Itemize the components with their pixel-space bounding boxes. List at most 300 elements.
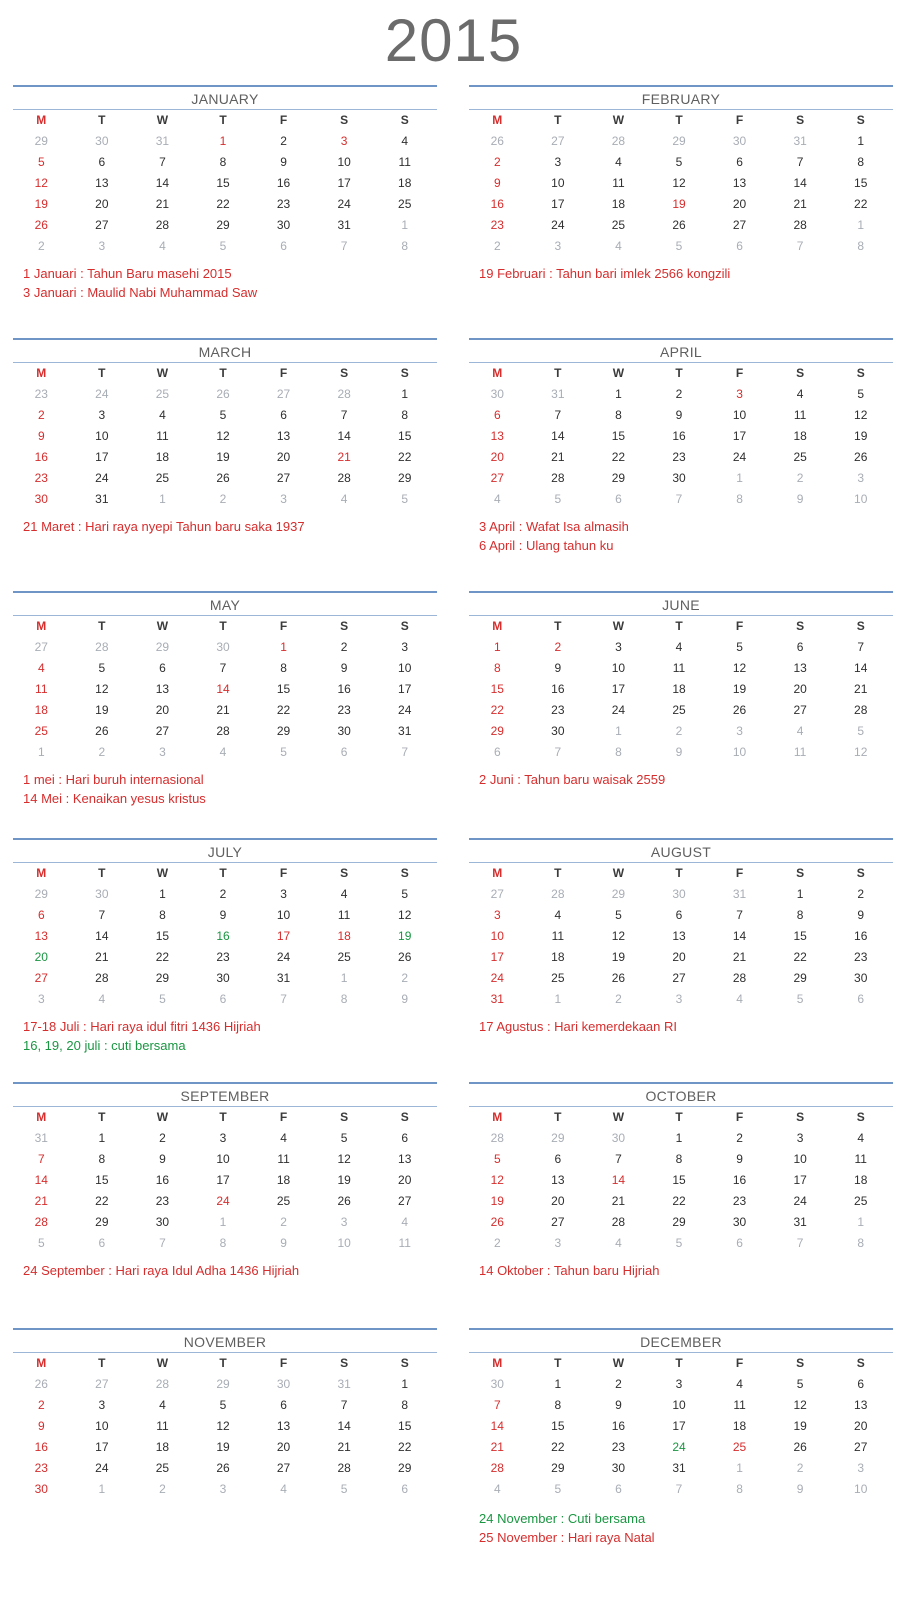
adjacent-month-day: 31 [337, 1377, 351, 1391]
weekday-header: T [98, 366, 106, 380]
day-cell: 16 [34, 450, 48, 464]
holiday-notes [469, 1261, 893, 1280]
holiday-notes [13, 770, 437, 808]
adjacent-month-day: 31 [34, 1131, 48, 1145]
day-cell: 12 [216, 1419, 230, 1433]
adjacent-month-day: 9 [280, 1236, 287, 1250]
day-cell: 11 [277, 1152, 290, 1166]
day-cell: 12 [398, 908, 412, 922]
day-cell: 23 [672, 450, 686, 464]
day-cell: 10 [732, 408, 747, 422]
weekday-header: S [340, 619, 349, 633]
holiday-note: 21 Maret : Hari raya nyepi Tahun baru saka 1937 [23, 519, 305, 534]
adjacent-month-day: 5 [219, 239, 227, 253]
day-cell: 29 [490, 724, 504, 738]
day-cell: 14 [155, 176, 170, 190]
day-cell: 7 [857, 640, 865, 654]
day-cell: 17 [611, 682, 626, 696]
day-cell: 7 [554, 408, 562, 422]
day-cell: 26 [854, 450, 868, 464]
day-cell: 20 [732, 197, 747, 211]
adjacent-month-day: 10 [854, 492, 868, 506]
day-cell: 27 [34, 971, 48, 985]
day-cell: 10 [95, 1419, 109, 1433]
day-cell: 18 [34, 703, 48, 717]
adjacent-month-day: 1 [401, 218, 409, 232]
adjacent-month-day: 3 [340, 1215, 348, 1229]
adjacent-month-day: 7 [340, 239, 348, 253]
day-cell: 19 [216, 1440, 230, 1454]
day-cell: 10 [398, 661, 412, 675]
day-grid [11, 863, 435, 1010]
day-cell: 26 [611, 971, 626, 985]
day-cell: 29 [793, 971, 807, 985]
day-cell: 1 [219, 134, 227, 148]
day-cell: 3 [493, 908, 501, 922]
holiday-note: 24 November : Cuti bersama [479, 1511, 646, 1526]
weekday-header: T [675, 619, 683, 633]
adjacent-month-day: 6 [493, 745, 501, 759]
day-cell: 29 [672, 1215, 686, 1229]
day-cell: 20 [854, 1419, 868, 1433]
adjacent-month-day: 2 [98, 745, 106, 759]
day-cell: 21 [551, 450, 565, 464]
day-cell: 20 [276, 450, 291, 464]
day-cell: 5 [340, 1131, 348, 1145]
adjacent-month-day: 2 [493, 239, 501, 253]
day-cell: 7 [98, 908, 106, 922]
day-cell: 13 [155, 682, 170, 696]
day-cell: 25 [276, 1194, 291, 1208]
day-cell: 27 [854, 1440, 868, 1454]
adjacent-month-day: 30 [672, 887, 686, 901]
adjacent-month-day: 31 [551, 387, 565, 401]
weekday-header: T [219, 866, 227, 880]
day-cell: 29 [95, 1215, 109, 1229]
day-cell: 30 [34, 1482, 48, 1496]
day-cell: 29 [216, 218, 230, 232]
weekday-header: S [400, 866, 409, 880]
holiday-note: 14 Oktober : Tahun baru Hijriah [479, 1263, 660, 1278]
day-cell: 3 [401, 640, 409, 654]
day-cell: 23 [34, 471, 48, 485]
weekday-header: S [340, 1356, 349, 1370]
day-cell: 2 [857, 887, 865, 901]
day-cell: 13 [276, 429, 291, 443]
day-cell: 21 [155, 197, 170, 211]
holiday-notes [469, 770, 893, 789]
day-cell: 28 [854, 703, 868, 717]
weekday-header: S [340, 113, 349, 127]
adjacent-month-day: 2 [219, 492, 227, 506]
adjacent-month-day: 28 [155, 1377, 170, 1391]
day-cell: 14 [732, 929, 747, 943]
day-cell: 15 [95, 1173, 109, 1187]
day-cell: 11 [733, 1398, 746, 1412]
weekday-header: W [156, 1356, 169, 1370]
weekday-header: T [219, 113, 227, 127]
adjacent-month-day: 1 [857, 1215, 865, 1229]
day-cell: 25 [611, 218, 626, 232]
day-cell: 25 [854, 1194, 868, 1208]
day-cell: 27 [672, 971, 686, 985]
day-cell: 26 [672, 218, 686, 232]
adjacent-month-day: 8 [401, 239, 409, 253]
day-cell: 17 [276, 929, 291, 943]
day-cell: 29 [611, 471, 626, 485]
day-grid [467, 616, 891, 763]
day-cell: 9 [736, 1152, 743, 1166]
weekday-header: M [36, 619, 47, 633]
day-cell: 9 [159, 1152, 166, 1166]
day-cell: 29 [551, 1461, 565, 1475]
day-cell: 13 [732, 176, 747, 190]
day-cell: 23 [34, 1461, 48, 1475]
day-cell: 2 [340, 640, 348, 654]
day-cell: 21 [34, 1194, 48, 1208]
holiday-notes [469, 1509, 893, 1547]
day-cell: 19 [216, 450, 230, 464]
weekday-header: S [796, 866, 805, 880]
day-cell: 10 [490, 929, 504, 943]
day-cell: 4 [37, 661, 45, 675]
day-cell: 17 [337, 176, 351, 190]
day-cell: 26 [732, 703, 747, 717]
weekday-header: T [554, 619, 562, 633]
day-cell: 9 [219, 908, 227, 922]
day-cell: 2 [675, 387, 683, 401]
weekday-header: F [279, 619, 288, 633]
day-cell: 22 [216, 197, 230, 211]
day-cell: 20 [34, 950, 48, 964]
adjacent-month-day: 5 [554, 492, 562, 506]
adjacent-month-day: 10 [854, 1482, 868, 1496]
day-cell: 13 [95, 176, 109, 190]
weekday-header: S [400, 113, 409, 127]
adjacent-month-day: 26 [490, 134, 504, 148]
day-cell: 14 [95, 929, 109, 943]
day-cell: 15 [551, 1419, 565, 1433]
day-cell: 24 [732, 450, 747, 464]
day-cell: 13 [854, 1398, 868, 1412]
day-cell: 21 [611, 1194, 626, 1208]
day-cell: 2 [37, 1398, 45, 1412]
day-cell: 2 [280, 134, 287, 148]
weekday-header: W [156, 1110, 169, 1124]
adjacent-month-day: 30 [490, 387, 504, 401]
day-cell: 6 [280, 408, 287, 422]
day-cell: 4 [675, 640, 683, 654]
weekday-header: F [279, 366, 288, 380]
adjacent-month-day: 10 [732, 745, 747, 759]
day-cell: 15 [490, 682, 504, 696]
day-cell: 20 [793, 682, 807, 696]
day-cell: 20 [155, 703, 170, 717]
day-cell: 7 [219, 661, 227, 675]
adjacent-month-day: 4 [98, 992, 106, 1006]
day-cell: 30 [551, 724, 565, 738]
day-cell: 14 [34, 1173, 48, 1187]
day-cell: 14 [611, 1173, 626, 1187]
adjacent-month-day: 31 [732, 887, 747, 901]
weekday-header: M [492, 619, 503, 633]
holiday-note: 24 September : Hari raya Idul Adha 1436 Hijriah [23, 1263, 300, 1278]
day-cell: 11 [854, 1152, 867, 1166]
day-cell: 8 [675, 1152, 683, 1166]
adjacent-month-day: 9 [796, 1482, 804, 1496]
day-cell: 4 [736, 1377, 743, 1391]
day-cell: 18 [155, 1440, 170, 1454]
adjacent-month-day: 7 [796, 239, 804, 253]
day-cell: 2 [159, 1131, 166, 1145]
day-cell: 4 [554, 908, 562, 922]
day-cell: 15 [216, 176, 230, 190]
weekday-header: S [400, 619, 409, 633]
day-cell: 5 [857, 387, 865, 401]
day-cell: 28 [611, 1215, 626, 1229]
day-cell: 21 [216, 703, 230, 717]
day-cell: 17 [551, 197, 565, 211]
day-cell: 24 [95, 1461, 109, 1475]
adjacent-month-day: 1 [340, 971, 348, 985]
adjacent-month-day: 7 [401, 745, 409, 759]
day-cell: 8 [493, 661, 501, 675]
day-cell: 3 [796, 1131, 804, 1145]
day-cell: 5 [615, 908, 622, 922]
weekday-header: T [219, 1356, 227, 1370]
weekday-header: S [856, 1110, 865, 1124]
adjacent-month-day: 1 [159, 492, 166, 506]
day-cell: 12 [793, 1398, 807, 1412]
weekday-header: T [219, 1110, 227, 1124]
holiday-note: 16, 19, 20 juli : cuti bersama [23, 1038, 186, 1053]
adjacent-month-day: 28 [611, 134, 626, 148]
adjacent-month-day: 6 [857, 992, 865, 1006]
day-cell: 12 [732, 661, 747, 675]
day-cell: 21 [854, 682, 868, 696]
day-cell: 13 [398, 1152, 412, 1166]
adjacent-month-day: 1 [736, 471, 743, 485]
day-cell: 7 [615, 1152, 622, 1166]
day-cell: 15 [398, 429, 412, 443]
day-grid [11, 110, 435, 257]
weekday-header: M [492, 1110, 503, 1124]
weekday-header: T [98, 1356, 106, 1370]
adjacent-month-day: 1 [857, 218, 865, 232]
adjacent-month-day: 2 [493, 1236, 501, 1250]
holiday-note: 25 November : Hari raya Natal [479, 1530, 655, 1545]
adjacent-month-day: 3 [280, 492, 287, 506]
day-cell: 4 [796, 387, 804, 401]
weekday-header: W [612, 619, 625, 633]
day-cell: 8 [857, 155, 865, 169]
month-march [13, 338, 437, 536]
day-cell: 7 [37, 1152, 45, 1166]
day-cell: 4 [340, 887, 348, 901]
month-name: JULY [13, 840, 437, 863]
adjacent-month-day: 4 [493, 492, 501, 506]
day-cell: 21 [337, 450, 351, 464]
day-cell: 24 [611, 703, 626, 717]
day-cell: 4 [159, 408, 166, 422]
day-cell: 30 [611, 1461, 626, 1475]
adjacent-month-day: 31 [155, 134, 170, 148]
day-cell: 30 [672, 471, 686, 485]
adjacent-month-day: 7 [280, 992, 287, 1006]
day-cell: 24 [216, 1194, 230, 1208]
day-cell: 1 [675, 1131, 683, 1145]
day-cell: 14 [337, 1419, 351, 1433]
day-cell: 31 [276, 971, 291, 985]
month-april [469, 338, 893, 555]
day-cell: 30 [337, 724, 351, 738]
adjacent-month-day: 6 [98, 1236, 106, 1250]
weekday-header: S [856, 866, 865, 880]
day-cell: 14 [490, 1419, 504, 1433]
day-cell: 13 [793, 661, 807, 675]
day-cell: 8 [159, 908, 166, 922]
holiday-notes [13, 1017, 437, 1055]
adjacent-month-day: 1 [554, 992, 562, 1006]
weekday-header: T [675, 113, 683, 127]
day-cell: 22 [611, 450, 626, 464]
day-cell: 6 [401, 1131, 409, 1145]
adjacent-month-day: 30 [95, 134, 109, 148]
day-cell: 11 [551, 929, 565, 943]
weekday-header: M [36, 366, 47, 380]
day-cell: 8 [401, 1398, 409, 1412]
day-cell: 10 [793, 1152, 807, 1166]
month-name: AUGUST [469, 840, 893, 863]
day-cell: 16 [551, 682, 565, 696]
month-name: MARCH [13, 340, 437, 363]
day-cell: 24 [276, 950, 291, 964]
day-cell: 6 [37, 908, 45, 922]
weekday-header: T [675, 1356, 683, 1370]
day-cell: 30 [276, 218, 291, 232]
day-cell: 9 [615, 1398, 622, 1412]
weekday-header: F [735, 1356, 744, 1370]
day-cell: 12 [672, 176, 686, 190]
day-cell: 1 [280, 640, 287, 654]
adjacent-month-day: 28 [551, 887, 565, 901]
day-cell: 17 [793, 1173, 807, 1187]
adjacent-month-day: 5 [675, 1236, 683, 1250]
day-cell: 5 [493, 1152, 501, 1166]
day-cell: 24 [337, 197, 351, 211]
day-cell: 24 [793, 1194, 807, 1208]
day-cell: 22 [155, 950, 170, 964]
day-grid [467, 1107, 891, 1254]
adjacent-month-day: 8 [857, 1236, 865, 1250]
day-cell: 9 [857, 908, 865, 922]
day-cell: 10 [276, 908, 291, 922]
day-cell: 19 [854, 429, 868, 443]
adjacent-month-day: 6 [340, 745, 348, 759]
day-cell: 5 [37, 155, 45, 169]
day-cell: 11 [337, 908, 351, 922]
weekday-header: F [735, 1110, 744, 1124]
day-cell: 2 [219, 887, 227, 901]
day-cell: 23 [854, 950, 868, 964]
day-cell: 25 [337, 950, 351, 964]
weekday-header: T [554, 366, 562, 380]
day-cell: 9 [340, 661, 348, 675]
adjacent-month-day: 11 [793, 745, 807, 759]
adjacent-month-day: 8 [857, 239, 865, 253]
holiday-notes [13, 264, 437, 302]
day-cell: 21 [793, 197, 807, 211]
adjacent-month-day: 9 [401, 992, 409, 1006]
adjacent-month-day: 8 [736, 492, 743, 506]
adjacent-month-day: 28 [95, 640, 109, 654]
day-cell: 24 [490, 971, 504, 985]
day-cell: 11 [156, 1419, 169, 1433]
day-cell: 5 [219, 1398, 227, 1412]
weekday-header: S [796, 1110, 805, 1124]
day-cell: 5 [219, 408, 227, 422]
day-cell: 4 [615, 155, 622, 169]
adjacent-month-day: 2 [280, 1215, 287, 1229]
holiday-notes [13, 1261, 437, 1280]
day-grid [467, 1353, 891, 1500]
adjacent-month-day: 7 [159, 1236, 166, 1250]
adjacent-month-day: 4 [340, 492, 348, 506]
day-cell: 4 [280, 1131, 287, 1145]
day-cell: 22 [490, 703, 504, 717]
day-cell: 25 [793, 450, 807, 464]
day-cell: 16 [155, 1173, 170, 1187]
day-grid [11, 1353, 435, 1500]
day-cell: 5 [675, 155, 683, 169]
day-cell: 1 [615, 387, 622, 401]
day-cell: 18 [611, 197, 626, 211]
day-cell: 20 [95, 197, 109, 211]
adjacent-month-day: 27 [95, 1377, 109, 1391]
month-july [13, 838, 437, 1055]
day-cell: 30 [732, 1215, 747, 1229]
day-cell: 7 [340, 1398, 348, 1412]
day-cell: 3 [98, 1398, 106, 1412]
day-cell: 12 [854, 408, 868, 422]
adjacent-month-day: 29 [672, 134, 686, 148]
day-cell: 21 [490, 1440, 504, 1454]
day-cell: 8 [219, 155, 227, 169]
weekday-header: W [156, 866, 169, 880]
month-december [469, 1328, 893, 1547]
day-cell: 29 [398, 1461, 412, 1475]
weekday-header: F [735, 366, 744, 380]
day-cell: 18 [672, 682, 686, 696]
day-cell: 23 [337, 703, 351, 717]
adjacent-month-day: 9 [796, 492, 804, 506]
day-cell: 11 [35, 682, 48, 696]
day-cell: 7 [796, 155, 804, 169]
holiday-note: 1 Januari : Tahun Baru masehi 2015 [23, 266, 232, 281]
weekday-header: T [675, 366, 683, 380]
weekday-header: F [279, 1356, 288, 1370]
day-cell: 15 [611, 429, 626, 443]
weekday-header: S [340, 866, 349, 880]
day-cell: 16 [337, 682, 351, 696]
day-grid [11, 363, 435, 510]
day-cell: 1 [98, 1131, 106, 1145]
adjacent-month-day: 27 [490, 887, 504, 901]
day-grid [467, 363, 891, 510]
adjacent-month-day: 5 [159, 992, 166, 1006]
weekday-header: T [219, 366, 227, 380]
adjacent-month-day: 5 [280, 745, 287, 759]
